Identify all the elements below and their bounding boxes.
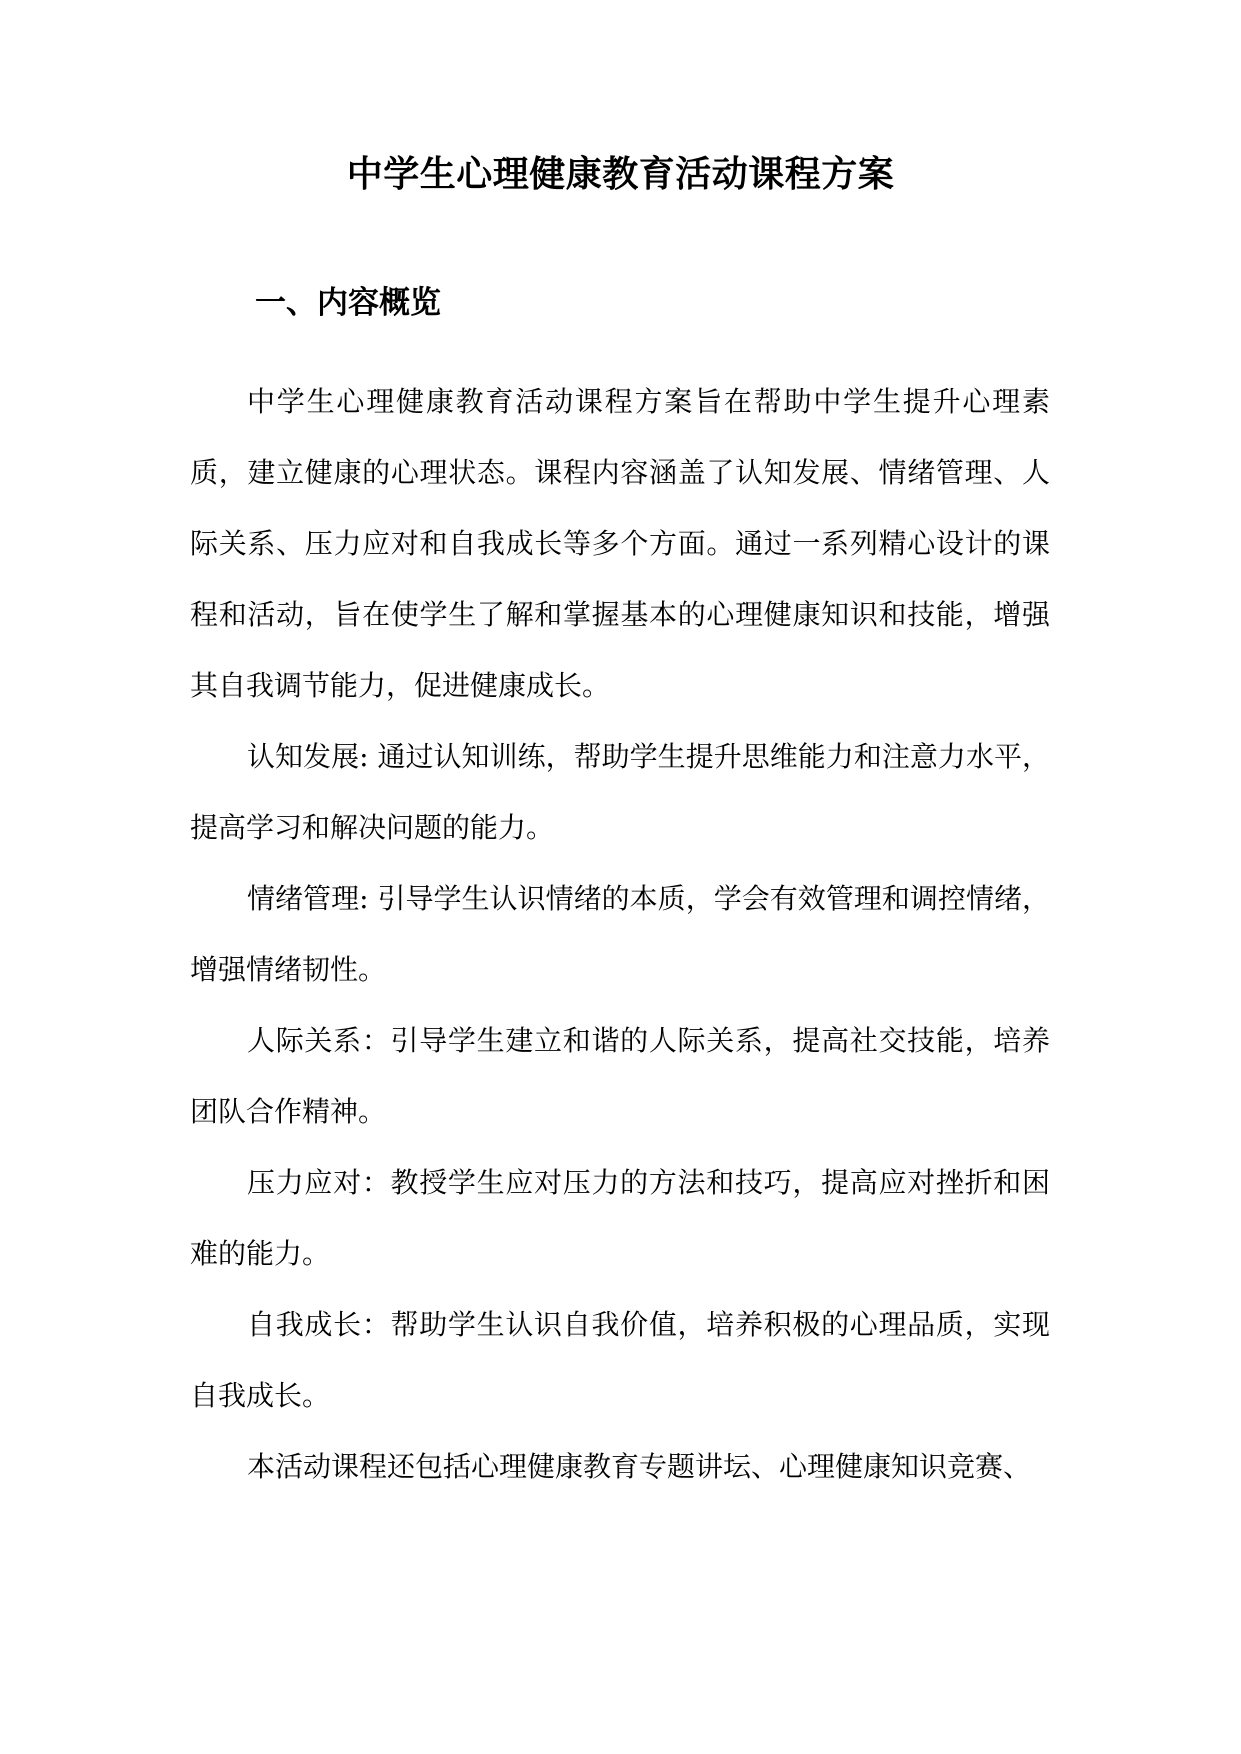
document-title: 中学生心理健康教育活动课程方案 xyxy=(346,153,895,195)
paragraph-additional-activities: 本活动课程还包括心理健康教育专题讲坛、心理健康知识竞赛、 xyxy=(247,1450,1032,1483)
paragraph-intro: 中学生心理健康教育活动课程方案旨在帮助中学生提升心理素质，建立健康的心理状态。课程内容涵盖了认知发展、情绪管理、人际关系、压力应对和自我成长等多个方面。通过一系列精心设计的课程和活动，旨在使学生了解和掌握基本的心理健康知识和技能，增强其自我调节能力，促进健康成长。 xyxy=(190,385,1050,702)
section-heading-overview: 一、内容概览 xyxy=(255,285,441,321)
paragraph-stress-coping: 压力应对：教授学生应对压力的方法和技巧，提高应对挫折和困难的能力。 xyxy=(190,1166,1050,1270)
paragraph-cognitive-development: 认知发展: 通过认知训练，帮助学生提升思维能力和注意力水平，提高学习和解决问题的能力。 xyxy=(190,740,1050,844)
body-text xyxy=(190,366,1050,1502)
paragraph-interpersonal-relations: 人际关系：引导学生建立和谐的人际关系，提高社交技能，培养团队合作精神。 xyxy=(190,1024,1050,1128)
paragraph-self-growth: 自我成长：帮助学生认识自我价值，培养积极的心理品质，实现自我成长。 xyxy=(190,1308,1050,1412)
paragraph-emotion-management: 情绪管理: 引导学生认识情绪的本质，学会有效管理和调控情绪，增强情绪韧性。 xyxy=(190,882,1050,986)
